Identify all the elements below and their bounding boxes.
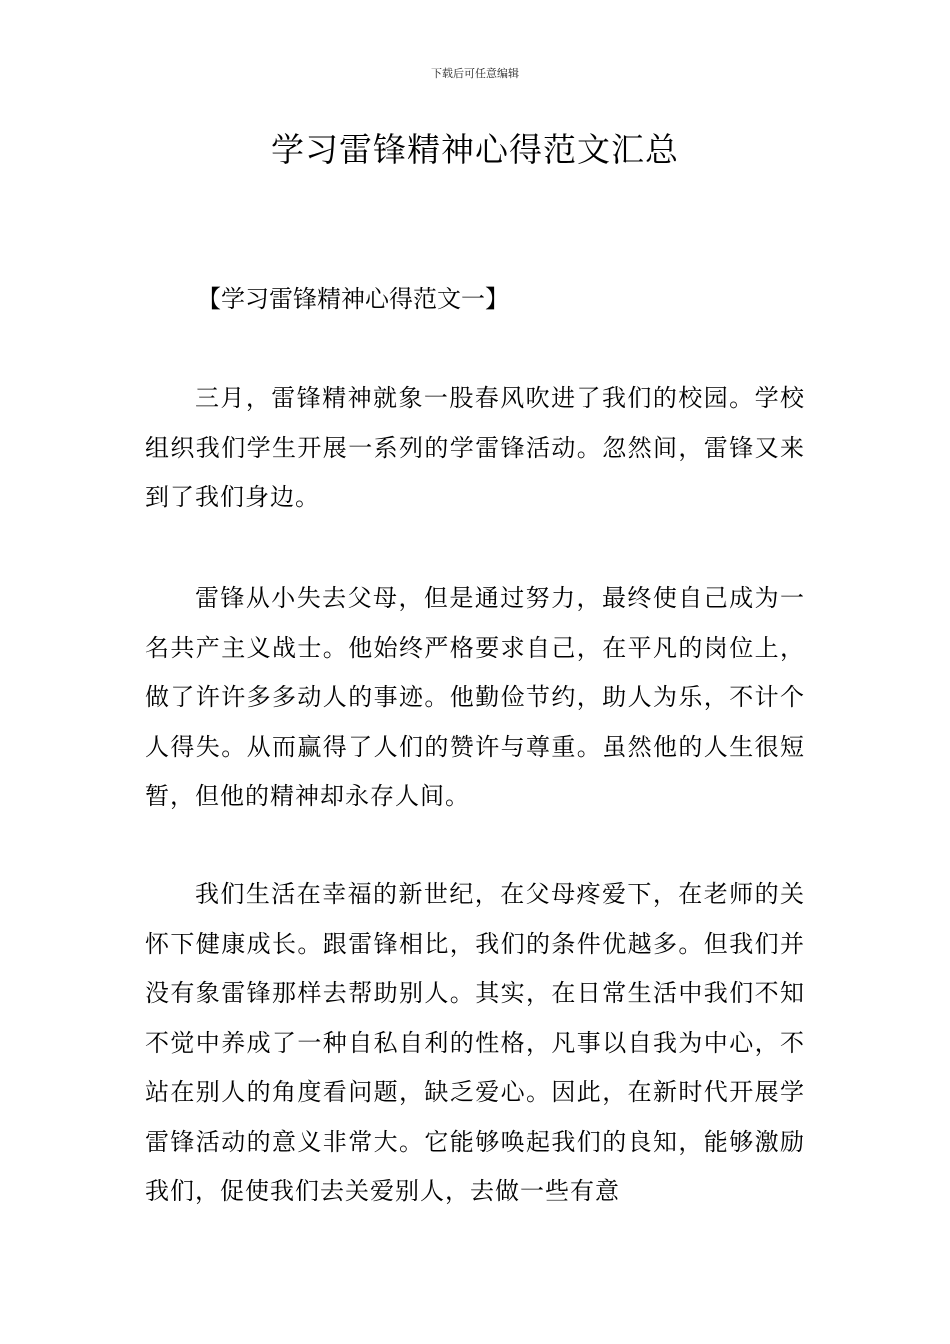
paragraph-2: 雷锋从小失去父母，但是通过努力，最终使自己成为一名共产主义战士。他始终严格要求自己，在平凡的岗位上，做了许许多多动人的事迹。他勤俭节约，助人为乐，不计个人得失。从而赢得了人们的赞许与尊重。虽然他的人生很短暂，但他的精神却永存人间。: [145, 584, 805, 810]
paragraph-1: 三月，雷锋精神就象一股春风吹进了我们的校园。学校组织我们学生开展一系列的学雷锋活动。忽然间，雷锋又来到了我们身边。: [145, 384, 805, 511]
document-title: 学习雷锋精神心得范文汇总: [271, 130, 679, 169]
header-note: 下载后可任意编辑: [431, 67, 519, 80]
paragraph-3: 我们生活在幸福的新世纪，在父母疼爱下，在老师的关怀下健康成长。跟雷锋相比，我们的条件优越多。但我们并没有象雷锋那样去帮助别人。其实，在日常生活中我们不知不觉中养成了一种自私自利的性格，凡事以自我为中心，不站在别人的角度看问题，缺乏爱心。因此，在新时代开展学雷锋活动的意义非常大。它能够唤起我们的良知，能够激励我们，促使我们去关爱别人，去做一些有意: [145, 880, 805, 1205]
section-heading: 【学习雷锋精神心得范文一】: [197, 285, 509, 313]
